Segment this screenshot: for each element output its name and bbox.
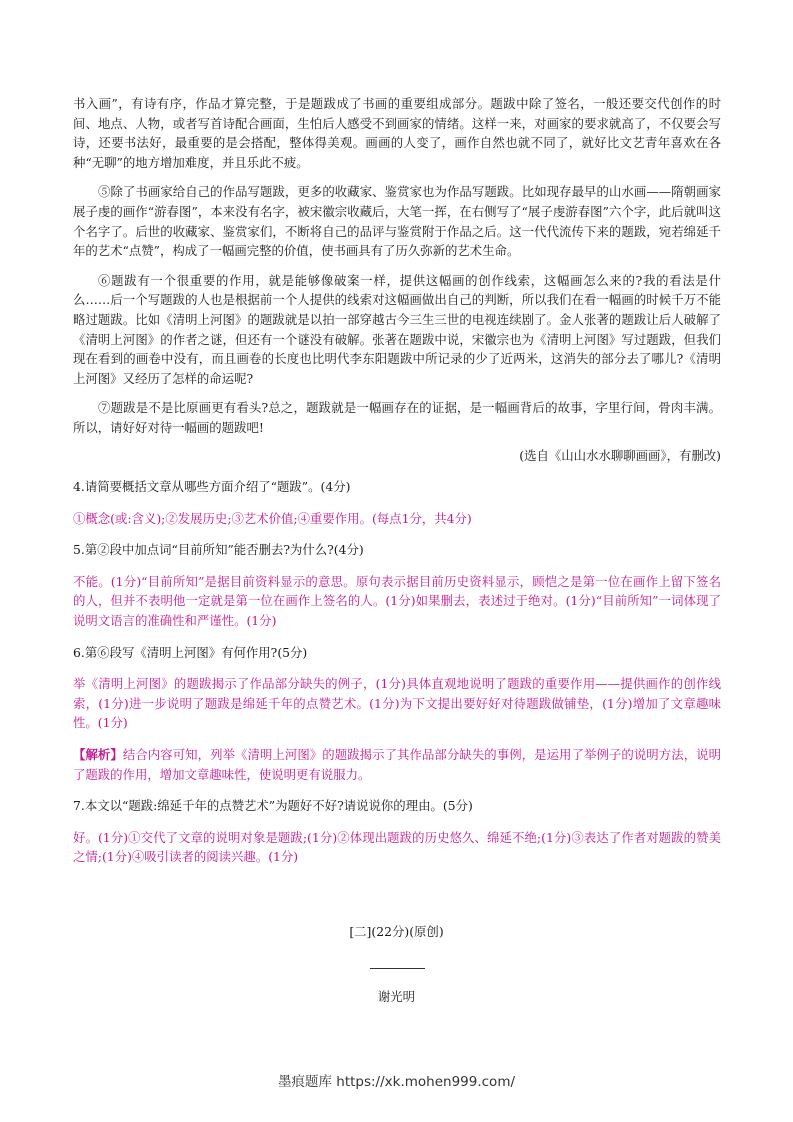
question-5: 5.第②段中加点词“目前所知”能否删去?为什么?(4分) [73,542,364,558]
answer-7: 好。(1分)①交代了文章的说明对象是题跋;(1分)②体现出题跋的历史悠久、绵延不绝;(1分)③表达了作者对题跋的赞美之情;(1分)④吸引读者的阅读兴趣。(1分) [73,829,721,865]
question-6: 6.第⑥段写《清明上河图》有何作用?(5分) [73,644,308,660]
answer-5: 不能。(1分)“目前所知”是据目前资料显示的意思。原句表示据目前历史资料显示，顾恺之是第一位在画作上留下签名的人，但并不表明他一定就是第一位在画作上签名的人。(1分)如果删去，表述过于绝对。(1分)“目前所知”一词体现了说明文语言的准确性和严谨性。(1分) [73,573,721,629]
passage-source: (选自《山山水水聊聊画画》，有删改) [519,447,721,463]
answer-4: ①概念(或:含义);②发展历史;③艺术价值;④重要作用。(每点1分，共4分) [73,510,472,526]
answer-6: 举《清明上河图》的题跋揭示了作品部分缺失的例子，(1分)具体直观地说明了题跋的重要作用——提供画作的创作线索，(1分)进一步说明了题跋是绵延千年的点赞艺术。(1分)为下文提出要好好对待题跋做铺垫，(1分)增加了文章趣味性。(1分) [73,676,721,731]
question-7: 7.本文以“题跋:绵延千年的点赞艺术”为题好不好?请说说你的理由。(5分) [73,798,473,814]
passage-paragraph-5: ⑤除了书画家给自己的作品写题跋，更多的收藏家、鉴赏家也为作品写题跋。比如现存最早的山水画——隋朝画家展子虔的画作“游春图”，本来没有名字，被宋徽宗收藏后，大笔一挥，在右侧写了“展子虔游春图”六个字，此后就叫这个名字了。后世的收藏家、鉴赏家们，不断将自己的品评与鉴赏附于作品之后。这一代代流传下来的题跋，宛若绵延千年的艺术“点赞”，构成了一幅画完整的价值，使书画具有了历久弥新的艺术生命。 [73,184,721,259]
author-name: 谢光明 [377,989,416,1004]
analysis-6 [73,745,721,784]
passage-paragraph-6: ⑥题跋有一个很重要的作用，就是能够像破案一样，提供这幅画的创作线索，这幅画怎么来的?我的看法是什么……后一个写题跋的人也是根据前一个人提供的线索对这幅画做出自己的判断，所以我们在看一幅画的时候千万不能略过题跋。比如《清明上河图》的题跋就是以拍一部穿越古今三生三世的电视连续剧了。金人张著的题跋让后人破解了《清明上河图》的作者之谜，但还有一个谜没有破解。张著在题跋中说，宋徽宗也为《清明上河图》写过题跋，但我们现在看到的画卷中没有，而且画卷的长度也比明代李东阳题跋中所记录的少了近两米，这消失的部分去了哪儿?《清明上河图》又经历了怎样的命运呢? [73,272,721,386]
question-4: 4.请简要概括文章从哪些方面介绍了“题跋”。(4分) [73,479,351,495]
passage-paragraph-continued: 书入画”，有诗有序，作品才算完整，于是题跋成了书画的重要组成部分。题跋中除了签名，一般还要交代创作的时间、地点、人物，或者写首诗配合画面，生怕后人感受不到画家的情绪。这样一来，对画家的要求就高了，不仅要会写诗，还要书法好，最重要的是会搭配，整体得美观。画画的人变了，画作自然也就不同了，就好比文艺青年喜欢在各种“无聊”的地方增加难度，并且乐此不疲。 [73,96,721,170]
section-title: [二](22分)(原创) [349,924,444,939]
passage-paragraph-7: ⑦题跋是不是比原画更有看头?总之，题跋就是一幅画存在的证据，是一幅画背后的故事，字里行间，骨肉丰满。所以，请好好对待一幅画的题跋吧! [73,400,721,435]
title-divider [370,968,425,969]
document-body [73,94,721,867]
analysis-text: 结合内容可知，列举《清明上河图》的题跋揭示了其作品部分缺失的事例，是运用了举例子的说明方法，说明了题跋的作用，增加文章趣味性，使说明更有说服力。 [73,747,722,782]
footer-watermark: 墨痕题库 https://xk.mohen999.com/ [277,1074,516,1090]
analysis-tag: 【解析】 [73,747,123,763]
